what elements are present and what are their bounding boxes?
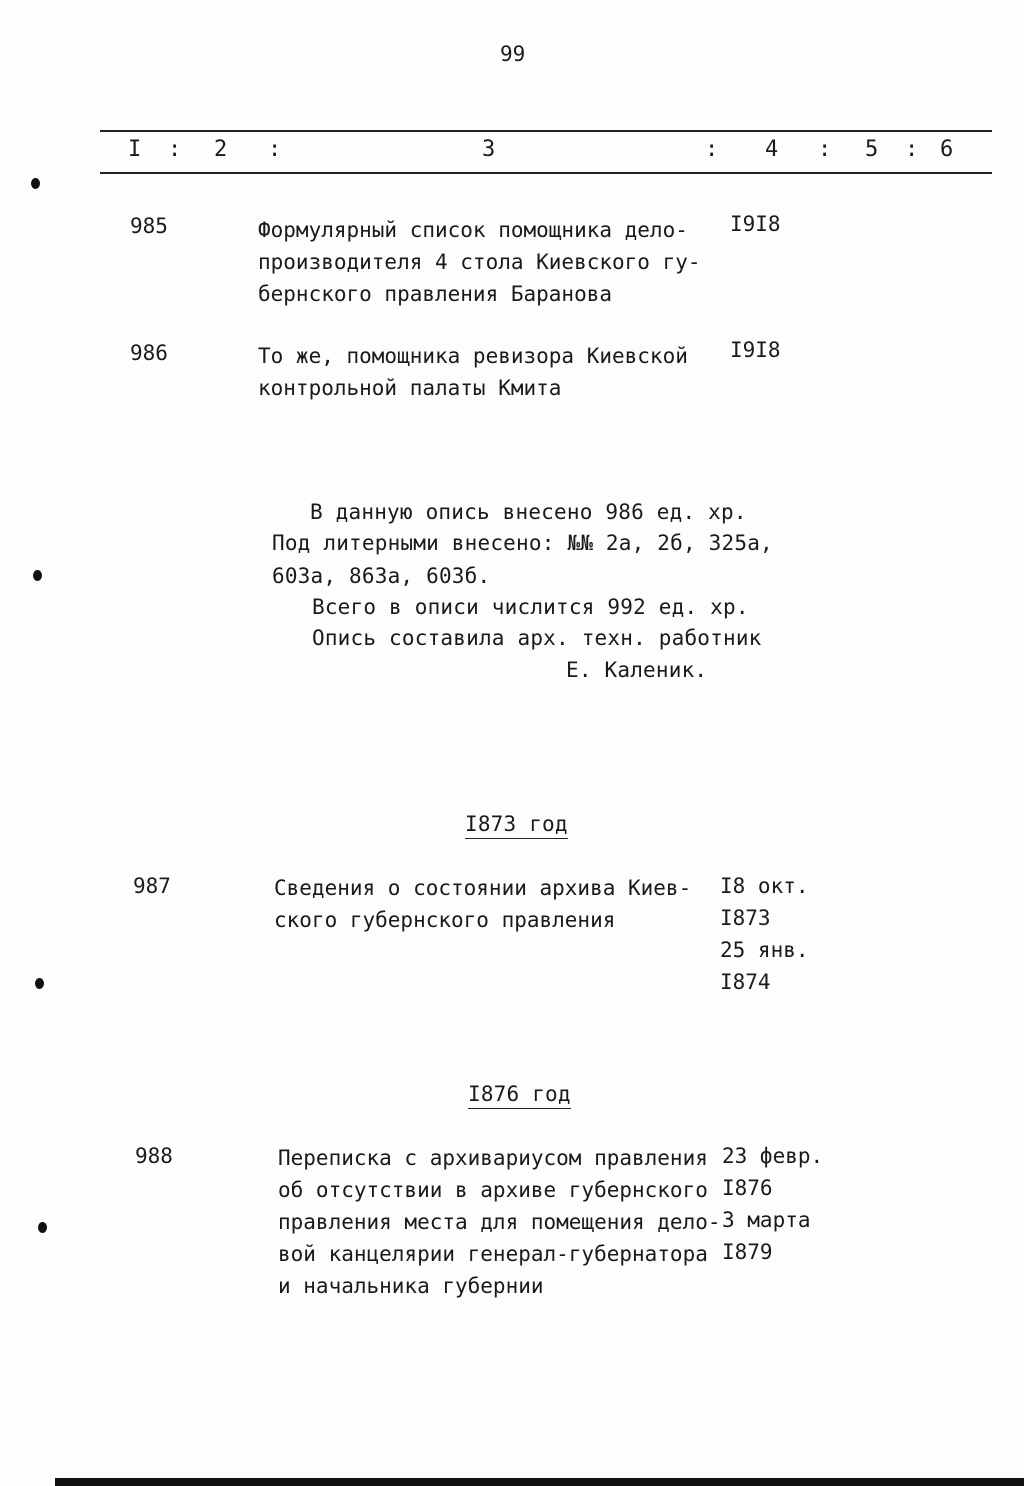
- entry-title-line: правления места для помещения дело-: [278, 1210, 721, 1234]
- entry-date: I8 окт.: [720, 874, 809, 898]
- entry-date: 25 янв.: [720, 938, 809, 962]
- year-heading-text: I873 год: [465, 812, 568, 839]
- page-number: 99: [500, 42, 526, 66]
- column-separator: :: [818, 137, 832, 162]
- punch-hole-mark: [35, 978, 44, 989]
- entry-title: [258, 214, 701, 310]
- header-top-rule: [100, 130, 992, 132]
- entry-date: I879: [722, 1240, 773, 1264]
- entry-date: I876: [722, 1176, 773, 1200]
- punch-hole-mark: [33, 570, 42, 581]
- column-header-3: 3: [482, 137, 496, 162]
- entry-title-line: Переписка с архивариусом правления: [278, 1146, 708, 1170]
- year-heading-text: I876 год: [468, 1082, 571, 1109]
- entry-title: [258, 340, 688, 404]
- entry-date: I873: [720, 906, 771, 930]
- entry-date: 3 марта: [722, 1208, 811, 1232]
- entry-dates: [730, 334, 781, 366]
- entry-title: [274, 872, 691, 936]
- entry-number: 987: [133, 874, 171, 898]
- year-heading: [465, 808, 568, 840]
- column-separator: :: [705, 137, 719, 162]
- summary-line: Под литерными внесено: №№ 2а, 2б, 325а,: [272, 531, 773, 555]
- entry-dates: [722, 1140, 823, 1268]
- entry-dates: [720, 870, 809, 998]
- entry-number: 986: [130, 341, 168, 365]
- header-bottom-rule: [100, 172, 992, 174]
- entry-title-line: Формулярный список помощника дело-: [258, 218, 688, 242]
- entry-title-line: об отсутствии в архиве губернского: [278, 1178, 708, 1202]
- entry-title-line: производителя 4 стола Киевского гу-: [258, 250, 701, 274]
- entry-title-line: ского губернского правления: [274, 908, 616, 932]
- entry-title-line: То же, помощника ревизора Киевской: [258, 344, 688, 368]
- column-header-4: 4: [765, 137, 779, 162]
- compiler-signature: Е. Каленик.: [566, 658, 708, 682]
- punch-hole-mark: [38, 1222, 47, 1233]
- entry-title-line: бернского правления Баранова: [258, 282, 613, 306]
- scan-bottom-edge: [55, 1478, 1024, 1486]
- entry-title-line: вой канцелярии генерал-губернатора: [278, 1242, 708, 1266]
- entry-title-line: и начальника губернии: [278, 1274, 544, 1298]
- entry-title: [278, 1142, 721, 1302]
- summary-line: В данную опись внесено 986 ед. хр.: [310, 500, 747, 524]
- column-header-6: 6: [940, 137, 954, 162]
- summary-line: 603а, 863а, 603б.: [272, 564, 491, 588]
- punch-hole-mark: [31, 178, 40, 189]
- column-header-1: I: [128, 137, 142, 162]
- entry-title-line: контрольной палаты Кмита: [258, 376, 562, 400]
- entry-date: 23 февр.: [722, 1144, 824, 1168]
- entry-number: 985: [130, 214, 168, 238]
- entry-dates: [730, 208, 781, 240]
- year-heading: [468, 1078, 571, 1110]
- entry-title-line: Сведения о состоянии архива Киев-: [274, 876, 692, 900]
- column-separator: :: [168, 137, 182, 162]
- entry-date: I874: [720, 970, 771, 994]
- column-separator: :: [268, 137, 282, 162]
- summary-line: Опись составила арх. техн. работник: [312, 626, 762, 650]
- entry-date: I9I8: [730, 212, 781, 236]
- summary-line: Всего в описи числится 992 ед. хр.: [312, 595, 749, 619]
- column-header-5: 5: [865, 137, 879, 162]
- entry-date: I9I8: [730, 338, 781, 362]
- column-header-2: 2: [214, 137, 228, 162]
- entry-number: 988: [135, 1144, 173, 1168]
- column-separator: :: [905, 137, 919, 162]
